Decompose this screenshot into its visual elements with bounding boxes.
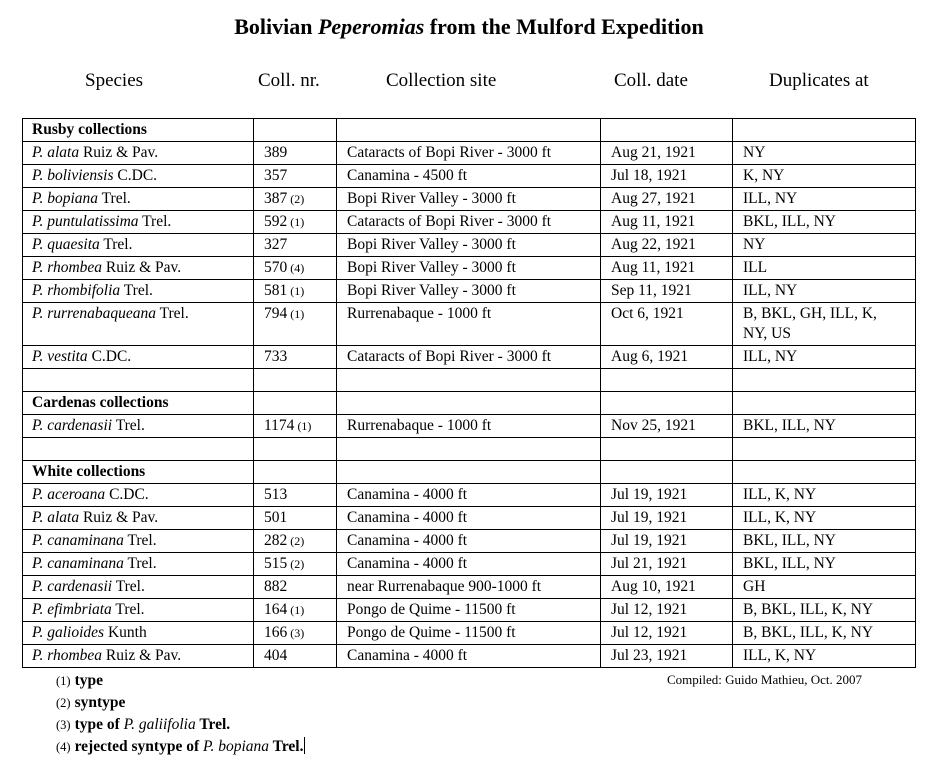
footnote-ref: (2) <box>287 192 305 206</box>
duplicates-cell: ILL, K, NY <box>733 645 916 668</box>
table-row <box>23 165 916 188</box>
footnote-ref: (1) <box>287 284 305 298</box>
duplicates-cell: K, NY <box>733 165 916 188</box>
table-row <box>23 346 916 369</box>
footnote-text-main: syntype <box>74 694 126 711</box>
footnote-number: (4) <box>56 740 71 754</box>
empty-cell <box>254 369 337 392</box>
empty-cell <box>601 369 733 392</box>
footnote <box>56 670 305 692</box>
footnote-text-main: type <box>74 672 103 689</box>
duplicates-cell: ILL, NY <box>733 280 916 303</box>
empty-cell <box>337 392 601 415</box>
species-author: Ruiz & Pav. <box>102 647 182 664</box>
header-species: Species <box>85 70 144 91</box>
duplicates-cell: B, BKL, GH, ILL, K, NY, US <box>733 303 916 346</box>
site-cell: Canamina - 4000 ft <box>337 530 601 553</box>
date-cell: Nov 25, 1921 <box>601 415 733 438</box>
duplicates-cell: BKL, ILL, NY <box>733 415 916 438</box>
species-author: C.DC. <box>113 167 158 184</box>
footnote-ref: (2) <box>287 534 305 548</box>
empty-cell <box>337 438 601 461</box>
species-author: C.DC. <box>105 486 149 503</box>
species-name: P. galioides <box>32 624 105 641</box>
section-label: White collections <box>23 461 254 484</box>
species-cell <box>23 576 254 599</box>
site-cell: Bopi River Valley - 3000 ft <box>337 234 601 257</box>
coll-number: 794 <box>264 305 288 322</box>
coll-number: 570 <box>264 259 288 276</box>
site-cell: Rurrenabaque - 1000 ft <box>337 415 601 438</box>
site-cell: Canamina - 4000 ft <box>337 553 601 576</box>
coll-number: 515 <box>264 555 288 572</box>
species-cell <box>23 211 254 234</box>
species-name: P. bopiana <box>32 190 99 207</box>
date-cell: Aug 6, 1921 <box>601 346 733 369</box>
footnote <box>56 692 305 714</box>
document-title <box>0 14 938 40</box>
duplicates-cell: B, BKL, ILL, K, NY <box>733 622 916 645</box>
text-cursor <box>304 737 305 754</box>
date-cell: Aug 11, 1921 <box>601 211 733 234</box>
duplicates-cell: GH <box>733 576 916 599</box>
duplicates-cell: ILL <box>733 257 916 280</box>
empty-cell <box>733 461 916 484</box>
date-cell: Jul 18, 1921 <box>601 165 733 188</box>
species-name: P. canaminana <box>32 532 124 549</box>
coll-nr-cell <box>254 553 337 576</box>
duplicates-cell: ILL, K, NY <box>733 507 916 530</box>
coll-number: 1174 <box>264 417 295 434</box>
duplicates-cell: B, BKL, ILL, K, NY <box>733 599 916 622</box>
coll-number: 327 <box>264 236 288 253</box>
duplicates-cell: NY <box>733 142 916 165</box>
species-name: P. rhombea <box>32 259 103 276</box>
coll-nr-cell <box>254 188 337 211</box>
date-cell: Jul 19, 1921 <box>601 507 733 530</box>
footnote <box>56 736 305 758</box>
blank-row <box>23 438 916 461</box>
footnote-text <box>75 716 231 733</box>
coll-nr-cell <box>254 599 337 622</box>
species-author: Ruiz & Pav. <box>102 259 182 276</box>
table-row <box>23 507 916 530</box>
site-cell: Canamina - 4000 ft <box>337 484 601 507</box>
species-cell <box>23 165 254 188</box>
species-cell <box>23 234 254 257</box>
species-name: P. boliviensis <box>32 167 114 184</box>
coll-number: 581 <box>264 282 288 299</box>
species-author: Trel. <box>112 417 145 434</box>
footnote-ref: (1) <box>294 419 312 433</box>
header-coll-nr: Coll. nr. <box>258 70 320 91</box>
species-author: Trel. <box>156 305 189 322</box>
section-label: Cardenas collections <box>23 392 254 415</box>
title-prefix: Bolivian <box>234 14 318 39</box>
species-author: Trel. <box>123 532 157 549</box>
footnote-tail: Trel. <box>195 716 231 733</box>
species-cell <box>23 622 254 645</box>
collections-table-body <box>23 119 916 668</box>
empty-cell <box>733 369 916 392</box>
duplicates-cell: BKL, ILL, NY <box>733 530 916 553</box>
species-author: Trel. <box>138 213 172 230</box>
species-cell <box>23 530 254 553</box>
footnote-text <box>75 694 126 711</box>
date-cell: Jul 12, 1921 <box>601 622 733 645</box>
site-cell: Pongo de Quime - 11500 ft <box>337 622 601 645</box>
species-name: P. aceroana <box>32 486 106 503</box>
coll-number: 882 <box>264 578 288 595</box>
species-cell <box>23 188 254 211</box>
footnote-text-main: type of <box>74 716 124 733</box>
site-cell: Bopi River Valley - 3000 ft <box>337 188 601 211</box>
duplicates-cell: ILL, NY <box>733 346 916 369</box>
footnote <box>56 714 305 736</box>
coll-nr-cell <box>254 234 337 257</box>
coll-nr-cell <box>254 622 337 645</box>
collections-table <box>22 118 916 668</box>
section-header-row <box>23 392 916 415</box>
coll-nr-cell <box>254 303 337 346</box>
site-cell: Rurrenabaque - 1000 ft <box>337 303 601 346</box>
coll-number: 387 <box>264 190 288 207</box>
site-cell: Cataracts of Bopi River - 3000 ft <box>337 346 601 369</box>
site-cell: Canamina - 4000 ft <box>337 645 601 668</box>
table-row <box>23 415 916 438</box>
title-suffix: from the Mulford Expedition <box>424 14 704 39</box>
species-author: Ruiz & Pav. <box>79 144 159 161</box>
empty-cell <box>337 369 601 392</box>
empty-cell <box>733 438 916 461</box>
coll-nr-cell <box>254 280 337 303</box>
site-cell: Bopi River Valley - 3000 ft <box>337 280 601 303</box>
species-cell <box>23 599 254 622</box>
duplicates-cell: BKL, ILL, NY <box>733 211 916 234</box>
coll-number: 389 <box>264 144 288 161</box>
footnote-italic: P. galiifolia <box>123 716 196 733</box>
species-cell <box>23 415 254 438</box>
section-header-row <box>23 119 916 142</box>
coll-nr-cell <box>254 576 337 599</box>
species-name: P. puntulatissima <box>32 213 139 230</box>
site-cell: Cataracts of Bopi River - 3000 ft <box>337 211 601 234</box>
species-name: P. quaesita <box>32 236 100 253</box>
date-cell: Aug 21, 1921 <box>601 142 733 165</box>
site-cell: Bopi River Valley - 3000 ft <box>337 257 601 280</box>
footnote-ref: (1) <box>287 307 305 321</box>
species-name: P. cardenasii <box>32 417 113 434</box>
species-cell <box>23 142 254 165</box>
coll-nr-cell <box>254 507 337 530</box>
species-name: P. rurrenabaqueana <box>32 305 156 322</box>
species-author: Trel. <box>111 601 145 618</box>
species-cell <box>23 346 254 369</box>
table-row <box>23 142 916 165</box>
footnote-ref: (2) <box>287 557 305 571</box>
footnote-ref: (4) <box>287 261 305 275</box>
empty-cell <box>601 438 733 461</box>
coll-number: 501 <box>264 509 288 526</box>
coll-number: 282 <box>264 532 288 549</box>
species-cell <box>23 507 254 530</box>
date-cell: Aug 22, 1921 <box>601 234 733 257</box>
header-collection-site: Collection site <box>386 70 497 91</box>
date-cell: Oct 6, 1921 <box>601 303 733 346</box>
section-label: Rusby collections <box>23 119 254 142</box>
coll-nr-cell <box>254 346 337 369</box>
table-row <box>23 645 916 668</box>
blank-row <box>23 369 916 392</box>
empty-cell <box>601 392 733 415</box>
footnote-number: (1) <box>56 674 71 688</box>
footnote-ref: (3) <box>287 626 305 640</box>
table-row <box>23 484 916 507</box>
species-author: Trel. <box>123 555 157 572</box>
empty-cell <box>733 392 916 415</box>
species-name: P. rhombea <box>32 647 103 664</box>
coll-number: 166 <box>264 624 288 641</box>
empty-cell <box>23 369 254 392</box>
species-cell <box>23 280 254 303</box>
footnote-number: (3) <box>56 718 71 732</box>
coll-nr-cell <box>254 645 337 668</box>
date-cell: Aug 11, 1921 <box>601 257 733 280</box>
empty-cell <box>337 119 601 142</box>
species-author: Kunth <box>104 624 147 641</box>
site-cell: near Rurrenabaque 900-1000 ft <box>337 576 601 599</box>
coll-nr-cell <box>254 484 337 507</box>
date-cell: Sep 11, 1921 <box>601 280 733 303</box>
site-cell: Pongo de Quime - 11500 ft <box>337 599 601 622</box>
date-cell: Jul 21, 1921 <box>601 553 733 576</box>
duplicates-cell: NY <box>733 234 916 257</box>
empty-cell <box>254 461 337 484</box>
species-name: P. alata <box>32 509 80 526</box>
coll-nr-cell <box>254 530 337 553</box>
compiled-note: Compiled: Guido Mathieu, Oct. 2007 <box>667 672 862 687</box>
species-author: Trel. <box>112 578 145 595</box>
species-name: P. cardenasii <box>32 578 113 595</box>
empty-cell <box>601 119 733 142</box>
coll-number: 592 <box>264 213 288 230</box>
date-cell: Jul 19, 1921 <box>601 484 733 507</box>
empty-cell <box>23 438 254 461</box>
footnote-number: (2) <box>56 696 71 710</box>
species-cell <box>23 484 254 507</box>
species-cell <box>23 553 254 576</box>
section-header-row <box>23 461 916 484</box>
table-row <box>23 257 916 280</box>
table-row <box>23 530 916 553</box>
species-cell <box>23 257 254 280</box>
species-name: P. vestita <box>32 348 88 365</box>
footnote-tail: Trel. <box>269 738 304 755</box>
duplicates-cell: ILL, NY <box>733 188 916 211</box>
coll-number: 513 <box>264 486 288 503</box>
empty-cell <box>254 119 337 142</box>
date-cell: Jul 12, 1921 <box>601 599 733 622</box>
date-cell: Aug 27, 1921 <box>601 188 733 211</box>
species-cell <box>23 645 254 668</box>
empty-cell <box>337 461 601 484</box>
footnote-text <box>75 672 103 689</box>
coll-nr-cell <box>254 415 337 438</box>
species-author: C.DC. <box>87 348 132 365</box>
footnote-text-main: rejected syntype of <box>74 738 203 755</box>
site-cell: Canamina - 4500 ft <box>337 165 601 188</box>
date-cell: Aug 10, 1921 <box>601 576 733 599</box>
table-row <box>23 303 916 346</box>
duplicates-cell: BKL, ILL, NY <box>733 553 916 576</box>
empty-cell <box>254 392 337 415</box>
site-cell: Cataracts of Bopi River - 3000 ft <box>337 142 601 165</box>
coll-number: 404 <box>264 647 288 664</box>
footnote-text <box>75 738 304 755</box>
table-row <box>23 553 916 576</box>
table-row <box>23 622 916 645</box>
coll-nr-cell <box>254 211 337 234</box>
species-name: P. alata <box>32 144 80 161</box>
species-author: Ruiz & Pav. <box>79 509 159 526</box>
species-name: P. rhombifolia <box>32 282 121 299</box>
footnotes <box>56 670 305 758</box>
empty-cell <box>601 461 733 484</box>
species-cell <box>23 303 254 346</box>
coll-nr-cell <box>254 257 337 280</box>
coll-number: 357 <box>264 167 288 184</box>
date-cell: Jul 23, 1921 <box>601 645 733 668</box>
footnote-ref: (1) <box>287 603 305 617</box>
coll-nr-cell <box>254 142 337 165</box>
date-cell: Jul 19, 1921 <box>601 530 733 553</box>
footnote-ref: (1) <box>287 215 305 229</box>
site-cell: Canamina - 4000 ft <box>337 507 601 530</box>
empty-cell <box>733 119 916 142</box>
table-row <box>23 188 916 211</box>
duplicates-cell: ILL, K, NY <box>733 484 916 507</box>
species-author: Trel. <box>99 236 133 253</box>
empty-cell <box>254 438 337 461</box>
table-row <box>23 211 916 234</box>
table-row <box>23 576 916 599</box>
species-name: P. efimbriata <box>32 601 112 618</box>
footnote-italic: P. bopiana <box>203 738 270 755</box>
coll-number: 164 <box>264 601 288 618</box>
title-italic: Peperomias <box>317 14 425 39</box>
table-row <box>23 599 916 622</box>
species-author: Trel. <box>98 190 131 207</box>
table-row <box>23 234 916 257</box>
coll-number: 733 <box>264 348 288 365</box>
coll-nr-cell <box>254 165 337 188</box>
header-duplicates: Duplicates at <box>769 70 869 91</box>
header-coll-date: Coll. date <box>614 70 688 91</box>
table-row <box>23 280 916 303</box>
species-name: P. canaminana <box>32 555 124 572</box>
species-author: Trel. <box>120 282 153 299</box>
